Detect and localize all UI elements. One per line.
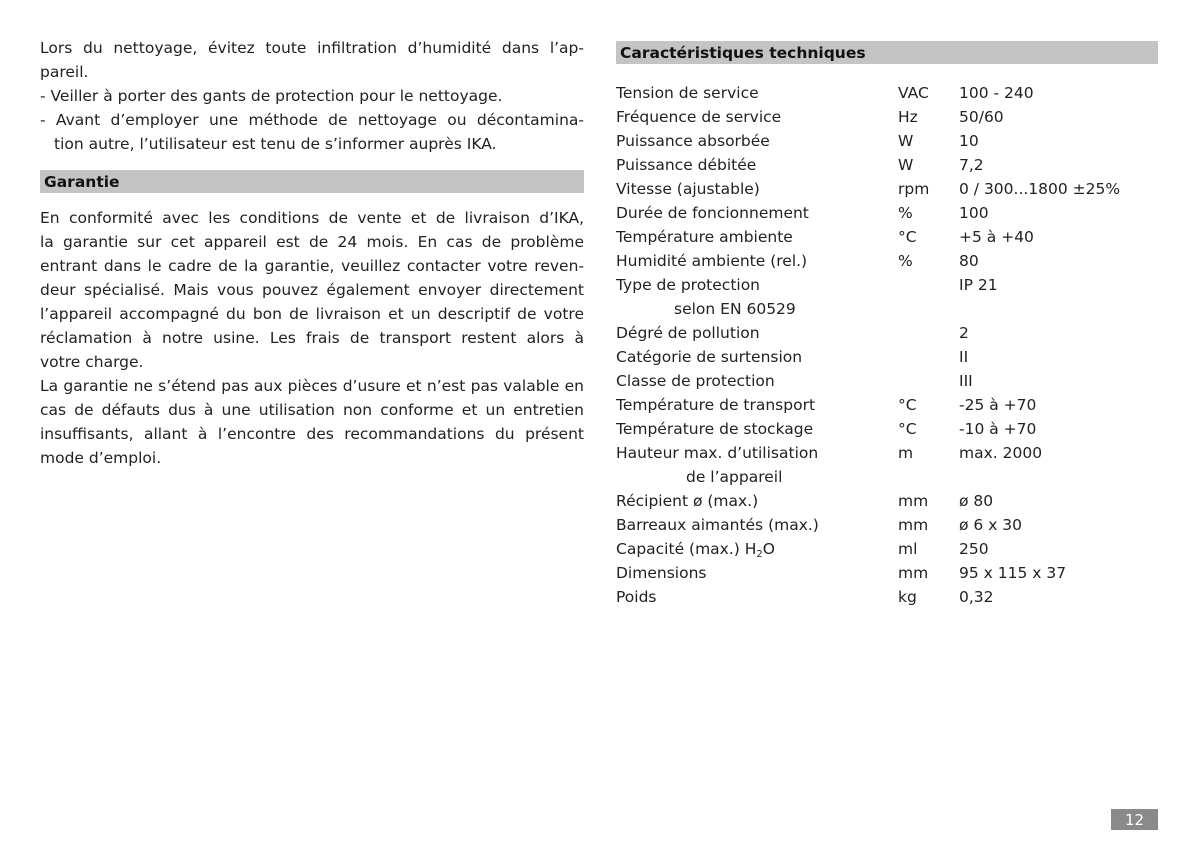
- spec-row: [616, 345, 1158, 369]
- warranty-line: insuffisants, allant à l’encontre des recommandations du présent: [40, 425, 584, 443]
- spec-row: [616, 201, 1158, 225]
- spec-value: 250: [959, 540, 989, 558]
- cleaning-bullet: - Veiller à porter des gants de protection pour le nettoyage.: [40, 87, 503, 105]
- spec-value: ø 80: [959, 492, 994, 510]
- spec-unit: %: [898, 252, 913, 270]
- spec-row: [616, 153, 1158, 177]
- spec-value: -25 à +70: [959, 396, 1037, 414]
- cleaning-line: pareil.: [40, 63, 89, 81]
- spec-label: Dégré de pollution: [616, 324, 760, 342]
- spec-row: [616, 417, 1158, 441]
- spec-unit: mm: [898, 516, 929, 534]
- left-column: [40, 36, 584, 470]
- spec-unit: mm: [898, 492, 929, 510]
- spec-label: Classe de protection: [616, 372, 775, 390]
- spec-label: Catégorie de surtension: [616, 348, 803, 366]
- spec-row: [616, 129, 1158, 153]
- spec-unit: Hz: [898, 108, 918, 126]
- spec-row: [616, 225, 1158, 249]
- warranty-line: cas de défauts dus à une utilisation non conforme et un entretien: [40, 401, 584, 419]
- spec-unit: °C: [898, 228, 917, 246]
- spec-unit: W: [898, 156, 914, 174]
- spec-row: [616, 489, 1158, 513]
- spec-value: +5 à +40: [959, 228, 1034, 246]
- spec-value: 100 - 240: [959, 84, 1034, 102]
- spec-row: [616, 249, 1158, 273]
- spec-unit: °C: [898, 420, 917, 438]
- spec-row: [616, 177, 1158, 201]
- cleaning-bullet-cont: tion autre, l’utilisateur est tenu de s’informer auprès IKA.: [54, 135, 497, 153]
- spec-value: ø 6 x 30: [959, 516, 1023, 534]
- spec-value: 100: [959, 204, 989, 222]
- spec-unit: ml: [898, 540, 918, 558]
- spec-label: Température de stockage: [616, 420, 814, 438]
- spec-row: [616, 537, 1158, 561]
- spec-label: Puissance débitée: [616, 156, 757, 174]
- cleaning-bullet: - Avant d’employer une méthode de nettoyage ou décontamina-: [40, 111, 584, 129]
- spec-label: Température ambiente: [616, 228, 793, 246]
- specs-heading: Caractéristiques techniques: [616, 41, 1158, 64]
- cleaning-line: Lors du nettoyage, évitez toute infiltration d’humidité dans l’ap-: [40, 39, 584, 57]
- warranty-line: entrant dans le cadre de la garantie, veuillez contacter votre reven-: [40, 257, 584, 275]
- spec-unit: m: [898, 444, 914, 462]
- spec-value: III: [959, 372, 973, 390]
- page-number: 12: [1111, 809, 1158, 830]
- spec-row: [616, 369, 1158, 393]
- spec-label: Dimensions: [616, 564, 707, 582]
- spec-label: [616, 540, 775, 558]
- spec-unit: kg: [898, 588, 917, 606]
- spec-value: 95 x 115 x 37: [959, 564, 1067, 582]
- warranty-line: En conformité avec les conditions de vente et de livraison d’IKA,: [40, 209, 584, 227]
- spec-row: [616, 393, 1158, 417]
- spec-row: [616, 105, 1158, 129]
- spec-label: Poids: [616, 588, 657, 606]
- spec-value: 2: [959, 324, 969, 342]
- spec-value: 7,2: [959, 156, 984, 174]
- spec-label: Humidité ambiente (rel.): [616, 252, 808, 270]
- spec-row: [616, 585, 1158, 609]
- warranty-line: La garantie ne s’étend pas aux pièces d’usure et n’est pas valable en: [40, 377, 584, 395]
- spec-label: Puissance absorbée: [616, 132, 770, 150]
- spec-value: 80: [959, 252, 979, 270]
- spec-value: IP 21: [959, 276, 998, 294]
- spec-label: Hauteur max. d’utilisation: [616, 444, 819, 462]
- right-column: [616, 41, 1158, 609]
- warranty-line: mode d’emploi.: [40, 449, 162, 467]
- warranty-heading: Garantie: [40, 170, 584, 193]
- spec-label: Température de transport: [616, 396, 816, 414]
- spec-row: [616, 321, 1158, 345]
- spec-value: -10 à +70: [959, 420, 1037, 438]
- spec-row: [616, 81, 1158, 105]
- spec-value: max. 2000: [959, 444, 1043, 462]
- spec-value: II: [959, 348, 969, 366]
- spec-label: de l’appareil: [686, 468, 783, 486]
- spec-label-subscript: 2: [756, 549, 763, 560]
- spec-label: Fréquence de service: [616, 108, 782, 126]
- warranty-line: la garantie sur cet appareil est de 24 mois. En cas de problème: [40, 233, 584, 251]
- spec-label: Tension de service: [616, 84, 759, 102]
- specs-table: [616, 81, 1158, 609]
- spec-value: 10: [959, 132, 979, 150]
- spec-label-text: Capacité (max.) H: [616, 540, 757, 558]
- spec-row: [616, 561, 1158, 585]
- spec-label: Vitesse (ajustable): [616, 180, 760, 198]
- warranty-line: réclamation à notre usine. Les frais de transport restent alors à: [40, 329, 584, 347]
- spec-row: [616, 465, 1158, 489]
- warranty-line: l’appareil accompagné du bon de livraison et un descriptif de votre: [40, 305, 584, 323]
- spec-unit: mm: [898, 564, 929, 582]
- spec-unit: VAC: [898, 84, 929, 102]
- warranty-line: votre charge.: [40, 353, 144, 371]
- spec-label: selon EN 60529: [674, 300, 796, 318]
- spec-label: Récipient ø (max.): [616, 492, 759, 510]
- warranty-text: [40, 206, 584, 470]
- spec-row: [616, 441, 1158, 465]
- spec-unit: rpm: [898, 180, 930, 198]
- spec-label: Type de protection: [616, 276, 761, 294]
- spec-label: Durée de foncionnement: [616, 204, 809, 222]
- spec-value: 0 / 300...1800 ±25%: [959, 180, 1121, 198]
- spec-unit: W: [898, 132, 914, 150]
- spec-unit: °C: [898, 396, 917, 414]
- warranty-line: deur spécialisé. Mais vous pouvez également envoyer directement: [40, 281, 584, 299]
- spec-label-text: O: [762, 540, 775, 558]
- spec-value: 0,32: [959, 588, 994, 606]
- spec-value: 50/60: [959, 108, 1004, 126]
- spec-row: [616, 273, 1158, 297]
- spec-unit: %: [898, 204, 913, 222]
- spec-row: [616, 513, 1158, 537]
- spec-label: Barreaux aimantés (max.): [616, 516, 819, 534]
- spec-row: [616, 297, 1158, 321]
